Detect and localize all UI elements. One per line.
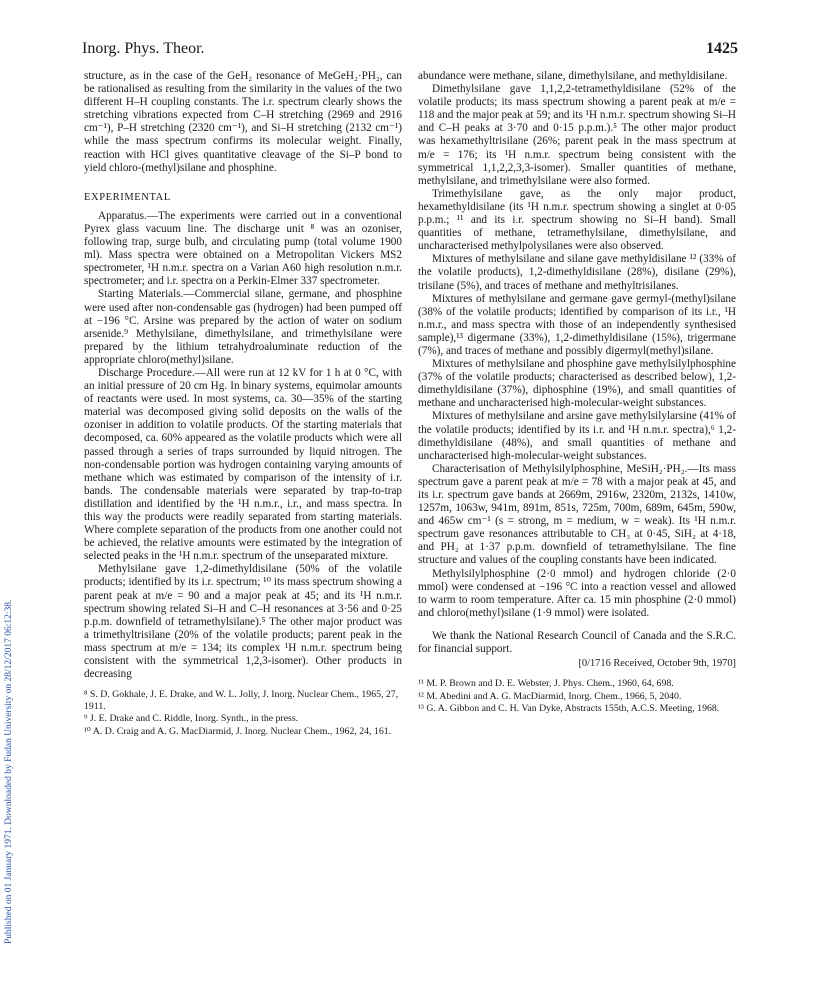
discharge-procedure-paragraph: Discharge Procedure.—All were run at 12 kV for 1 h at 0 °C, with an initial pressure of 20 cm Hg. In binary systems, equimolar amounts of reactants were used. In most systems, ca. 30—35% of the starting material was decomposed giving solid deposits on the walls of the ozoniser in addition to volatile products. Of the starting materials that decomposed, ca. 60% appeared as the volatile products which were all passed through a series of traps surrounded by liquid nitrogen. The non-condensable portion was hydrogen containing varying amounts of methane which was estimated by comparison of the intensity of i.r. bands. The condensable materials were separated by trap-to-trap distillation and identified by the ¹H n.m.r., i.r., and mass spectra. In this way the products were readily separated from starting materials. Where complete separation of the products from one another could not be achieved, the relative amounts were estimated by the integration of selected peaks in the ¹H n.m.r. spectrum of the unseparated mixture. <box>84 366 402 563</box>
journal-title: Inorg. Phys. Theor. <box>82 40 205 57</box>
footnote: ⁹ J. E. Drake and C. Riddle, Inorg. Synth., in the press. <box>84 713 299 725</box>
right-column <box>418 70 736 716</box>
experimental-heading: EXPERIMENTAL <box>84 191 171 203</box>
hcl-reaction-paragraph: Methylsilylphosphine (2·0 mmol) and hydrogen chloride (2·0 mmol) were condensed at −196 °C into a reaction vessel and allowed to warm to room temperature. After ca. 15 min phosphine (2·0 mmol) and chloro(methyl)silane (1·9 mmol) were isolated. <box>418 567 736 619</box>
acknowledgement-paragraph: We thank the National Research Council of Canada and the S.R.C. for financial support. <box>418 629 736 656</box>
continuation-paragraph: abundance were methane, silane, dimethylsilane, and methyldisilane. <box>418 70 728 82</box>
intro-paragraph: structure, as in the case of the GeH₂ resonance of MeGeH₂·PH₂, can be rationalised as resulting from the similarity in the values of the two different H–H coupling constants. The i.r. spectrum clearly shows the stretching vibrations expected from C–H stretching (2969 and 2916 cm⁻¹), P–H stretching (2320 cm⁻¹), and Si–H stretching (2132 cm⁻¹) while the mass spectrum confirms its molecular weight. Finally, reaction with HCl gives quantitative cleavage of the Si–P bond to yield chloro-(methyl)silane and phosphine. <box>84 70 402 174</box>
footnote: ⁸ S. D. Gokhale, J. E. Drake, and W. L. Jolly, J. Inorg. Nuclear Chem., 1965, 27, 1911. <box>84 689 399 712</box>
characterisation-paragraph: Characterisation of Methylsilylphosphine, MeSiH₂·PH₂.—Its mass spectrum gave a parent peak at m/e = 78 with a major peak at 45, and its i.r. spectrum gave bands at 2669m, 2916w, 2320m, 2132s, 1410w, 1257m, 1063w, 941m, 891m, 851s, 725m, 700m, 689m, 645m, 590w, and 465w cm⁻¹ (s = strong, m = medium, w = weak). Its ¹H n.m.r. spectrum gave resonances attributable to CH₃ at 0·45, SiH₂ at 4·18, and PH₂ at 1·37 p.p.m. downfield of tetramethylsilane. The fine structure and values of the coupling constants have been indicated. <box>418 462 736 567</box>
methylsilane-phosphine-paragraph: Mixtures of methylsilane and phosphine gave methylsilylphosphine (37% of the volatile products; characterised as described below), 1,2-dimethyldisilane (37%), diphosphine (19%), and small quantities of methane and uncharacterised high-molecular-weight substances. <box>418 358 736 410</box>
page-header <box>82 40 738 62</box>
footnote: ¹⁰ A. D. Craig and A. G. MacDiarmid, J. Inorg. Nuclear Chem., 1962, 24, 161. <box>84 726 392 737</box>
left-column <box>84 70 402 739</box>
download-notice[interactable]: Published on 01 January 1971. Downloaded by Fudan University on 28/12/2017 06:12:38. <box>4 599 14 944</box>
received-date: [0/1716 Received, October 9th, 1970] <box>578 658 736 670</box>
footnote: ¹³ G. A. Gibbon and C. H. Van Dyke, Abstracts 155th, A.C.S. Meeting, 1968. <box>418 703 720 715</box>
methylsilane-arsine-paragraph: Mixtures of methylsilane and arsine gave methylsilylarsine (41% of the volatile products; identified by its i.r. and ¹H n.m.r. spectra),⁶ 1,2-dimethyldisilane (48%), and small quantities of methane and uncharacterised high-molecular-weight substances. <box>418 410 736 462</box>
footnote-separator <box>418 670 736 678</box>
footnote-separator <box>84 681 402 689</box>
footnote: ¹² M. Abedini and A. G. MacDiarmid, Inorg. Chem., 1966, 5, 2040. <box>418 690 682 702</box>
starting-materials-paragraph: Starting Materials.—Commercial silane, germane, and phosphine were used after non-condensable gas (hydrogen) had been pumped off at −196 °C. Arsine was prepared by the action of water on sodium arsenide.⁹ Methylsilane, dimethylsilane, and trimethylsilane were prepared by the lithium tetrahydroaluminate reduction of the appropriate chloro(methyl)silane. <box>84 288 402 366</box>
apparatus-paragraph: Apparatus.—The experiments were carried out in a conventional Pyrex glass vacuum line. The discharge unit ⁸ was an ozoniser, following trap, surge bulb, and circulating pump (total volume 1900 ml). Mass spectra were obtained on a Metropolitan Vickers MS2 spectrometer, ¹H n.m.r. spectra on a Varian A60 high resolution n.m.r. spectrometer; and i.r. spectra on a Perkin-Elmer 337 spectrometer. <box>84 209 402 288</box>
methylsilane-germane-paragraph: Mixtures of methylsilane and germane gave germyl-(methyl)silane (38% of the volatile products; identified by comparison of its i.r., ¹H n.m.r., and mass spectra with those of an independently synthesised sample),¹³ digermane (33%), 1,2-dimethyldisilane (15%), trigermane (7%), and traces of methane and possibly digermyl(methyl)silane. <box>418 292 736 357</box>
footnote: ¹¹ M. P. Brown and D. E. Webster, J. Phys. Chem., 1960, 64, 698. <box>418 678 674 690</box>
trimethylsilane-paragraph: Trimethylsilane gave, as the only major product, hexamethyldisilane (its ¹H n.m.r. spectrum showing a singlet at 0·05 p.p.m.; ¹¹ and its i.r. spectrum showing no Si–H band). Small quantities of methane, tetramethylsilane, dimethylsilane, and uncharacterised methylpolysilanes were also observed. <box>418 187 736 253</box>
methylsilane-silane-paragraph: Mixtures of methylsilane and silane gave methyldisilane ¹² (33% of the volatile products), 1,2-dimethyldisilane (28%), disilane (29%), trisilane (5%), and traces of methane and methyltrisilanes. <box>418 253 736 292</box>
methylsilane-paragraph: Methylsilane gave 1,2-dimethyldisilane (50% of the volatile products; identified by its i.r. spectrum; ¹⁰ its mass spectrum showing a parent peak at m/e = 90 and a major peak at 45; and its ¹H n.m.r. spectrum showing related Si–H and C–H resonances at 3·56 and 0·25 p.p.m. downfield of tetramethylsilane).⁵ The other major product was a trimethyltrisilane (20% of the volatile products; parent peak in the mass spectrum at m/e = 134; its complex ¹H n.m.r. spectrum being consistent with the symmetrical 1,2,3-isomer). Other products in decreasing <box>84 563 402 681</box>
dimethylsilane-paragraph: Dimethylsilane gave 1,1,2,2-tetramethyldisilane (52% of the volatile products; its mass spectrum showing a parent peak at m/e = 118 and the major peak at 59; and its ¹H n.m.r. spectrum showing Si–H and C–H peaks at 3·70 and 0·15 p.p.m.).⁵ The other major product was hexamethyltrisilane (26%; parent peak in the mass spectrum at m/e = 176; its ¹H n.m.r. spectrum being consistent with the symmetrical 1,1,2,2,3,3-isomer). Smaller quantities of methane, methylsilane, and trimethylsilane were also formed. <box>418 83 737 187</box>
page-number: 1425 <box>706 40 738 57</box>
